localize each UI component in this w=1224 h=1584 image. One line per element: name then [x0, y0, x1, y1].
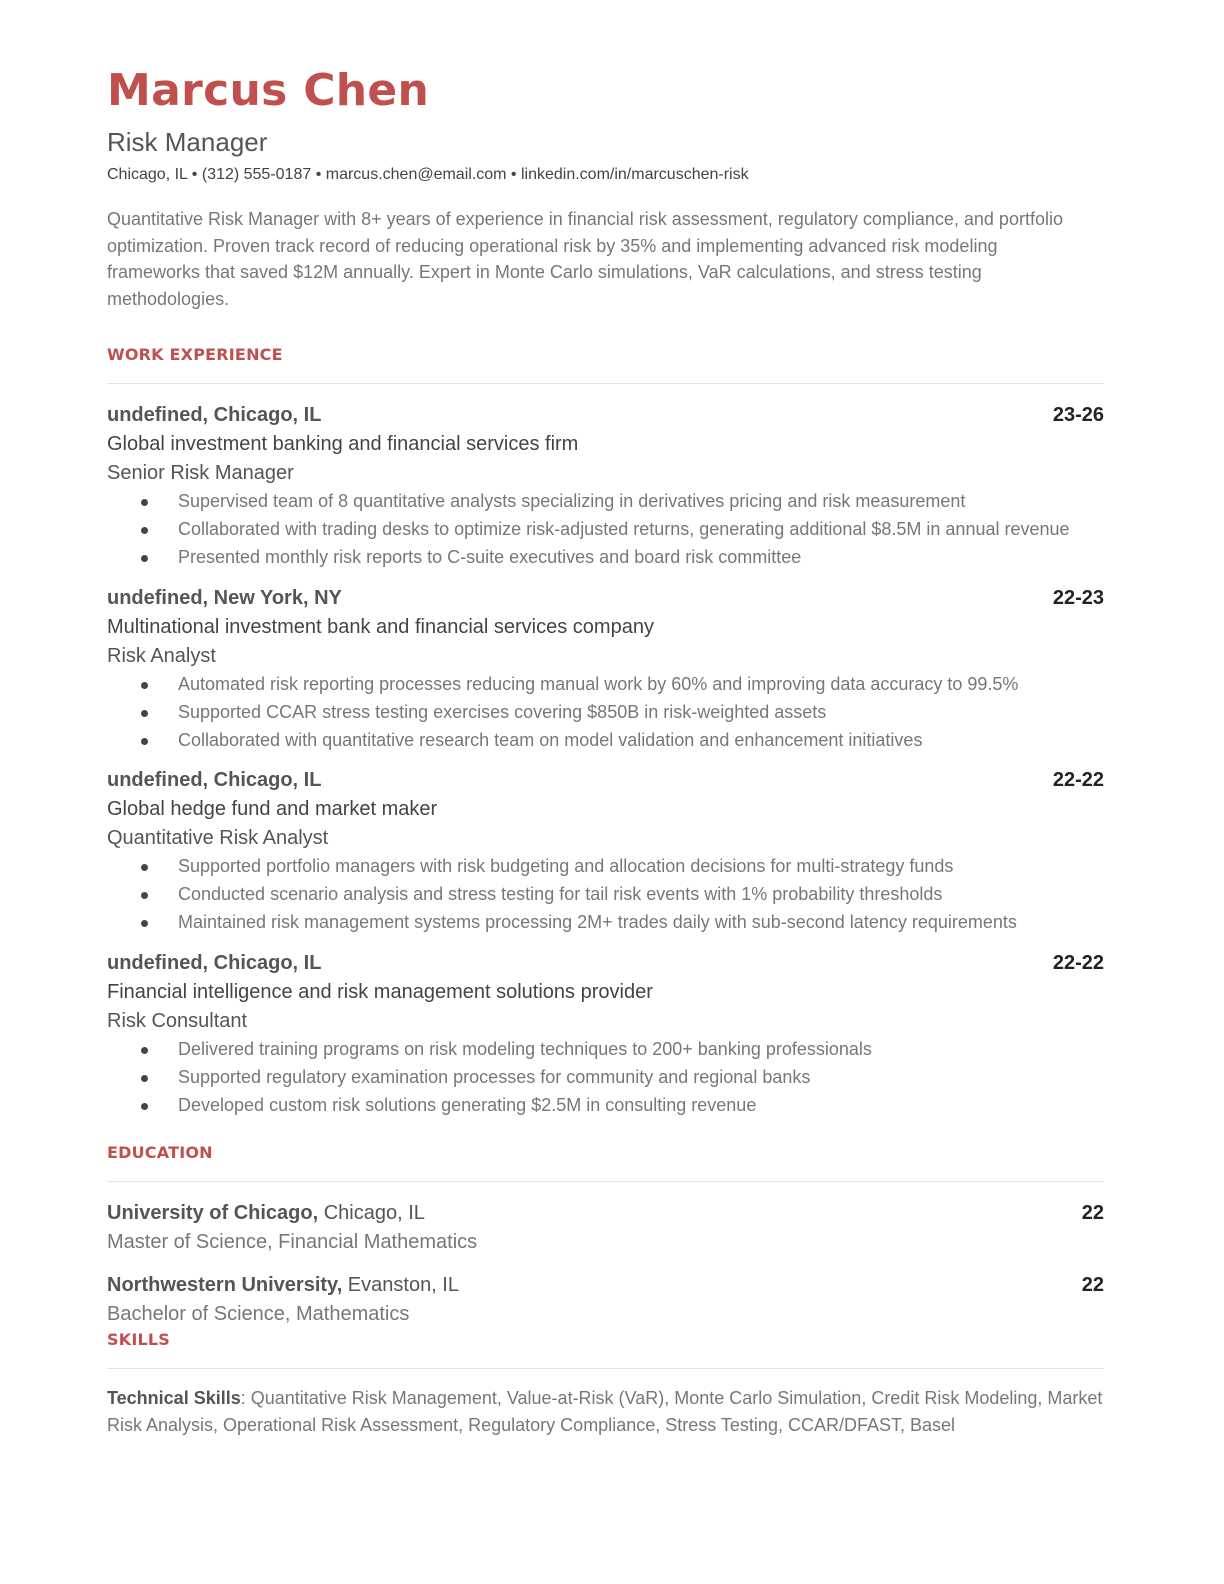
education-entry	[107, 1199, 1104, 1257]
job-title: Senior Risk Manager	[107, 462, 294, 484]
job-bullets	[107, 671, 1104, 755]
education-list	[107, 1199, 1104, 1329]
job-date: 22-22	[1052, 769, 1104, 791]
education-date: 22	[1081, 1202, 1104, 1224]
section-divider	[107, 1368, 1104, 1369]
job-bullets	[107, 1036, 1104, 1120]
job-title: Quantitative Risk Analyst	[107, 827, 329, 849]
job-company: undefined, Chicago, IL	[107, 951, 322, 974]
bullet-icon	[141, 527, 148, 534]
job-header	[107, 401, 1104, 430]
list-item	[107, 909, 1104, 937]
job-date: 22-23	[1052, 586, 1104, 609]
professional-summary: Quantitative Risk Manager with 8+ years of experience in financial risk assessment, regulatory compliance, and portfolio optimization. Proven track record of reducing operational risk by 35% and implementing advanced risk modeling frameworks that saved $12M annually. Expert in Monte Carlo simulations, VaR calculations, and stress testing methodologies.	[107, 209, 1063, 309]
job-entry	[107, 401, 1104, 572]
list-item	[107, 671, 1104, 699]
list-item	[107, 853, 1104, 881]
bullet-text: Supported CCAR stress testing exercises covering $850B in risk-weighted assets	[178, 701, 827, 722]
bullet-icon	[141, 738, 148, 745]
list-item	[107, 488, 1104, 516]
company-description: Global hedge fund and market maker	[107, 798, 438, 820]
bullet-text: Collaborated with trading desks to optimize risk-adjusted returns, generating additional $8.5M in annual revenue	[178, 519, 1070, 539]
school-name: University of Chicago,	[107, 1202, 319, 1224]
skills-line	[107, 1385, 1104, 1439]
section-divider	[107, 1181, 1104, 1182]
candidate-role: Risk Manager	[107, 127, 268, 157]
bullet-text: Supervised team of 8 quantitative analysts specializing in derivatives pricing and risk measurement	[178, 491, 966, 511]
skills-label: Technical Skills	[107, 1388, 241, 1408]
list-item	[107, 881, 1104, 909]
list-item	[107, 727, 1104, 755]
job-header	[107, 766, 1104, 795]
list-item	[107, 699, 1104, 727]
bullet-icon	[141, 710, 148, 717]
education-date: 22	[1081, 1274, 1104, 1296]
job-company: undefined, New York, NY	[107, 586, 342, 609]
bullet-text: Developed custom risk solutions generating $2.5M in consulting revenue	[178, 1094, 757, 1115]
job-date: 22-22	[1052, 951, 1104, 974]
job-header	[107, 584, 1104, 613]
bullet-icon	[141, 499, 148, 506]
job-company: undefined, Chicago, IL	[107, 404, 322, 426]
list-item	[107, 1064, 1104, 1092]
job-entry	[107, 949, 1104, 1120]
job-list	[107, 401, 1104, 1119]
bullet-icon	[141, 682, 148, 689]
job-header	[107, 949, 1104, 978]
bullet-text: Automated risk reporting processes reducing manual work by 60% and improving data accuracy to 99.5%	[178, 673, 1019, 694]
job-date: 23-26	[1052, 404, 1104, 426]
bullet-text: Supported portfolio managers with risk budgeting and allocation decisions for multi-strategy funds	[178, 856, 954, 876]
degree: Master of Science, Financial Mathematics	[107, 1231, 478, 1253]
job-title: Risk Consultant	[107, 1009, 248, 1032]
bullet-icon	[141, 864, 148, 871]
bullet-icon	[141, 1075, 148, 1082]
bullet-text: Conducted scenario analysis and stress testing for tail risk events with 1% probability thresholds	[178, 884, 943, 904]
section-divider	[107, 383, 1104, 384]
job-title: Risk Analyst	[107, 644, 216, 667]
bullet-icon	[141, 892, 148, 899]
school-name: Northwestern University,	[107, 1274, 343, 1296]
company-description: Financial intelligence and risk management solutions provider	[107, 980, 653, 1003]
bullet-icon	[141, 1047, 148, 1054]
contact-line: Chicago, IL • (312) 555-0187 • marcus.chen@email.com • linkedin.com/in/marcuschen-risk	[107, 166, 749, 183]
job-company: undefined, Chicago, IL	[107, 769, 322, 791]
list-item	[107, 1036, 1104, 1064]
school-location: Chicago, IL	[318, 1202, 425, 1224]
company-description: Multinational investment bank and financial services company	[107, 615, 654, 638]
education-header	[107, 1199, 1104, 1228]
resume-page	[107, 62, 1104, 1439]
list-item	[107, 544, 1104, 572]
list-item	[107, 516, 1104, 544]
bullet-text: Presented monthly risk reports to C-suite executives and board risk committee	[178, 547, 802, 567]
bullet-icon	[141, 555, 148, 562]
job-entry	[107, 766, 1104, 937]
education-entry	[107, 1271, 1104, 1329]
bullet-icon	[141, 920, 148, 927]
bullet-icon	[141, 1103, 148, 1110]
company-description: Global investment banking and financial services firm	[107, 433, 579, 455]
bullet-text: Maintained risk management systems processing 2M+ trades daily with sub-second latency requirements	[178, 912, 1017, 932]
section-title-skills: SKILLS	[107, 1330, 170, 1349]
degree: Bachelor of Science, Mathematics	[107, 1303, 410, 1325]
section-title-work: WORK EXPERIENCE	[107, 345, 283, 364]
education-header	[107, 1271, 1104, 1300]
bullet-text: Supported regulatory examination processes for community and regional banks	[178, 1066, 811, 1087]
school-line	[107, 1199, 425, 1228]
bullet-text: Collaborated with quantitative research team on model validation and enhancement initiatives	[178, 729, 923, 750]
list-item	[107, 1092, 1104, 1120]
section-title-education: EDUCATION	[107, 1143, 213, 1162]
job-bullets	[107, 488, 1104, 572]
school-location: Evanston, IL	[342, 1274, 459, 1296]
candidate-name: Marcus Chen	[107, 65, 430, 116]
job-entry	[107, 584, 1104, 755]
bullet-text: Delivered training programs on risk modeling techniques to 200+ banking professionals	[178, 1038, 872, 1059]
school-line	[107, 1271, 459, 1300]
job-bullets	[107, 853, 1104, 937]
skills-list: : Quantitative Risk Management, Value-at-Risk (VaR), Monte Carlo Simulation, Credit Risk Modeling, Market Risk Analysis, Operational Risk Assessment, Regulatory Compliance, Stress Testing, CCAR/DFAST, Basel	[107, 1388, 1103, 1435]
